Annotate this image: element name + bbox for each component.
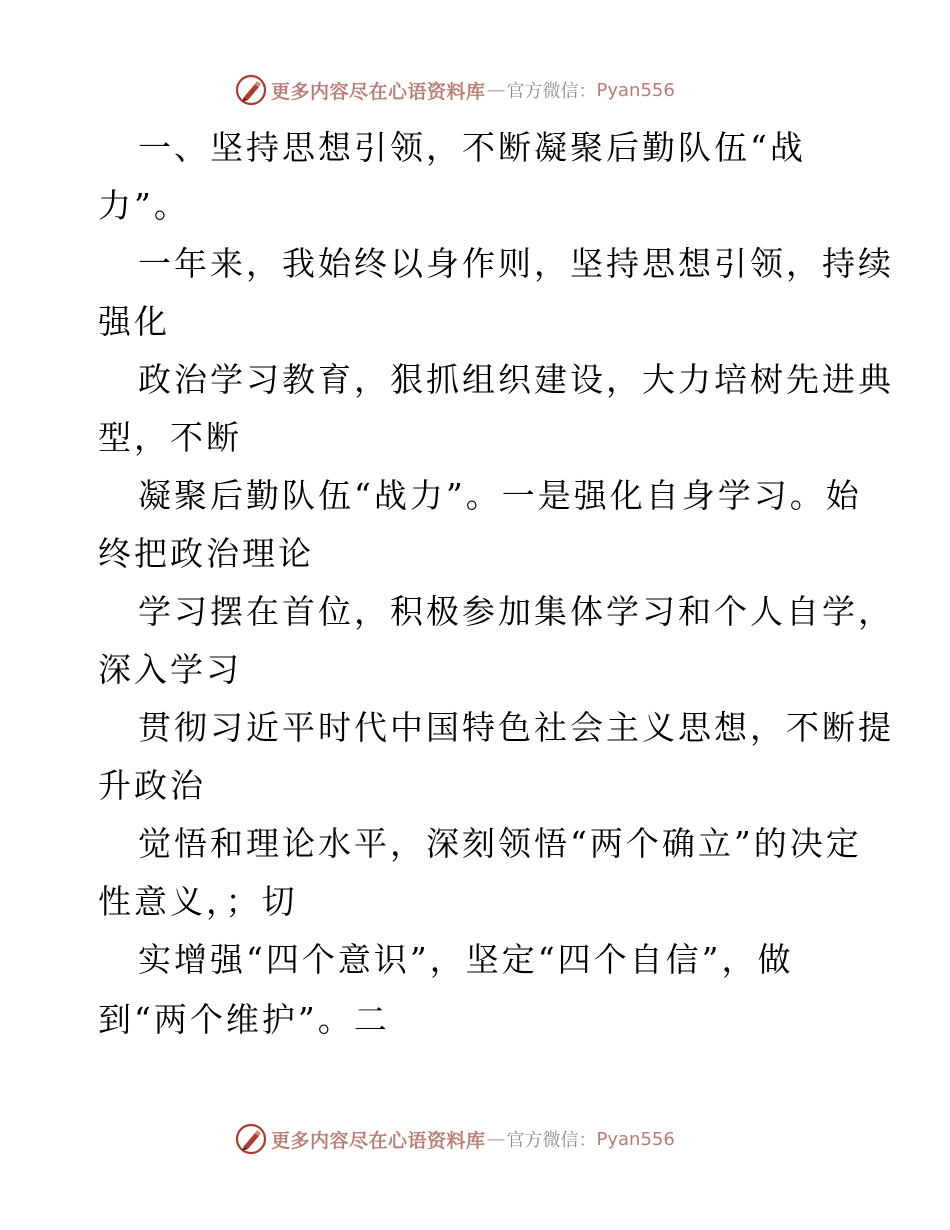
header-site-text: 更多内容尽在心语资料库 (271, 80, 486, 103)
footer-banner (235, 1121, 675, 1157)
footer-site-text: 更多内容尽在心语资料库 (271, 1129, 486, 1152)
pen-logo-icon (235, 1123, 267, 1155)
body-line: 学习摆在首位，积极参加集体学习和个人自学， (138, 592, 894, 631)
header-wechat-id: Pyan556 (596, 79, 675, 101)
body-line: 型，不断 (98, 418, 242, 457)
footer-wechat-id: Pyan556 (596, 1128, 675, 1150)
body-line: 终把政治理论 (98, 534, 314, 573)
header-wechat-label: 官方微信： (506, 81, 597, 102)
body-line: 觉悟和理论水平，深刻领悟“两个确立”的决定 (138, 824, 862, 863)
footer-wechat-label: 官方微信： (506, 1130, 597, 1151)
header-separator: — (486, 79, 506, 101)
body-line: 性意义，；切 (98, 882, 298, 921)
footer-separator: — (486, 1128, 506, 1150)
body-line: 一、坚持思想引领，不断凝聚后勤队伍“战 (138, 128, 806, 167)
body-line: 到“两个维护”。二 (98, 1000, 390, 1039)
body-line: 升政治 (98, 766, 206, 805)
body-line: 贯彻习近平时代中国特色社会主义思想，不断提 (138, 708, 894, 747)
body-line: 政治学习教育，狠抓组织建设，大力培树先进典 (138, 360, 894, 399)
body-line: 一年来，我始终以身作则，坚持思想引领，持续 (138, 244, 894, 283)
pen-logo-icon (235, 74, 267, 106)
body-line: 实增强“四个意识”，坚定“四个自信”，做 (138, 940, 794, 979)
body-line: 凝聚后勤队伍“战力”。一是强化自身学习。始 (138, 476, 862, 515)
header-banner (235, 72, 675, 108)
body-line: 深入学习 (98, 650, 242, 689)
body-line: 强化 (98, 302, 170, 341)
body-line: 力”。 (98, 186, 190, 225)
